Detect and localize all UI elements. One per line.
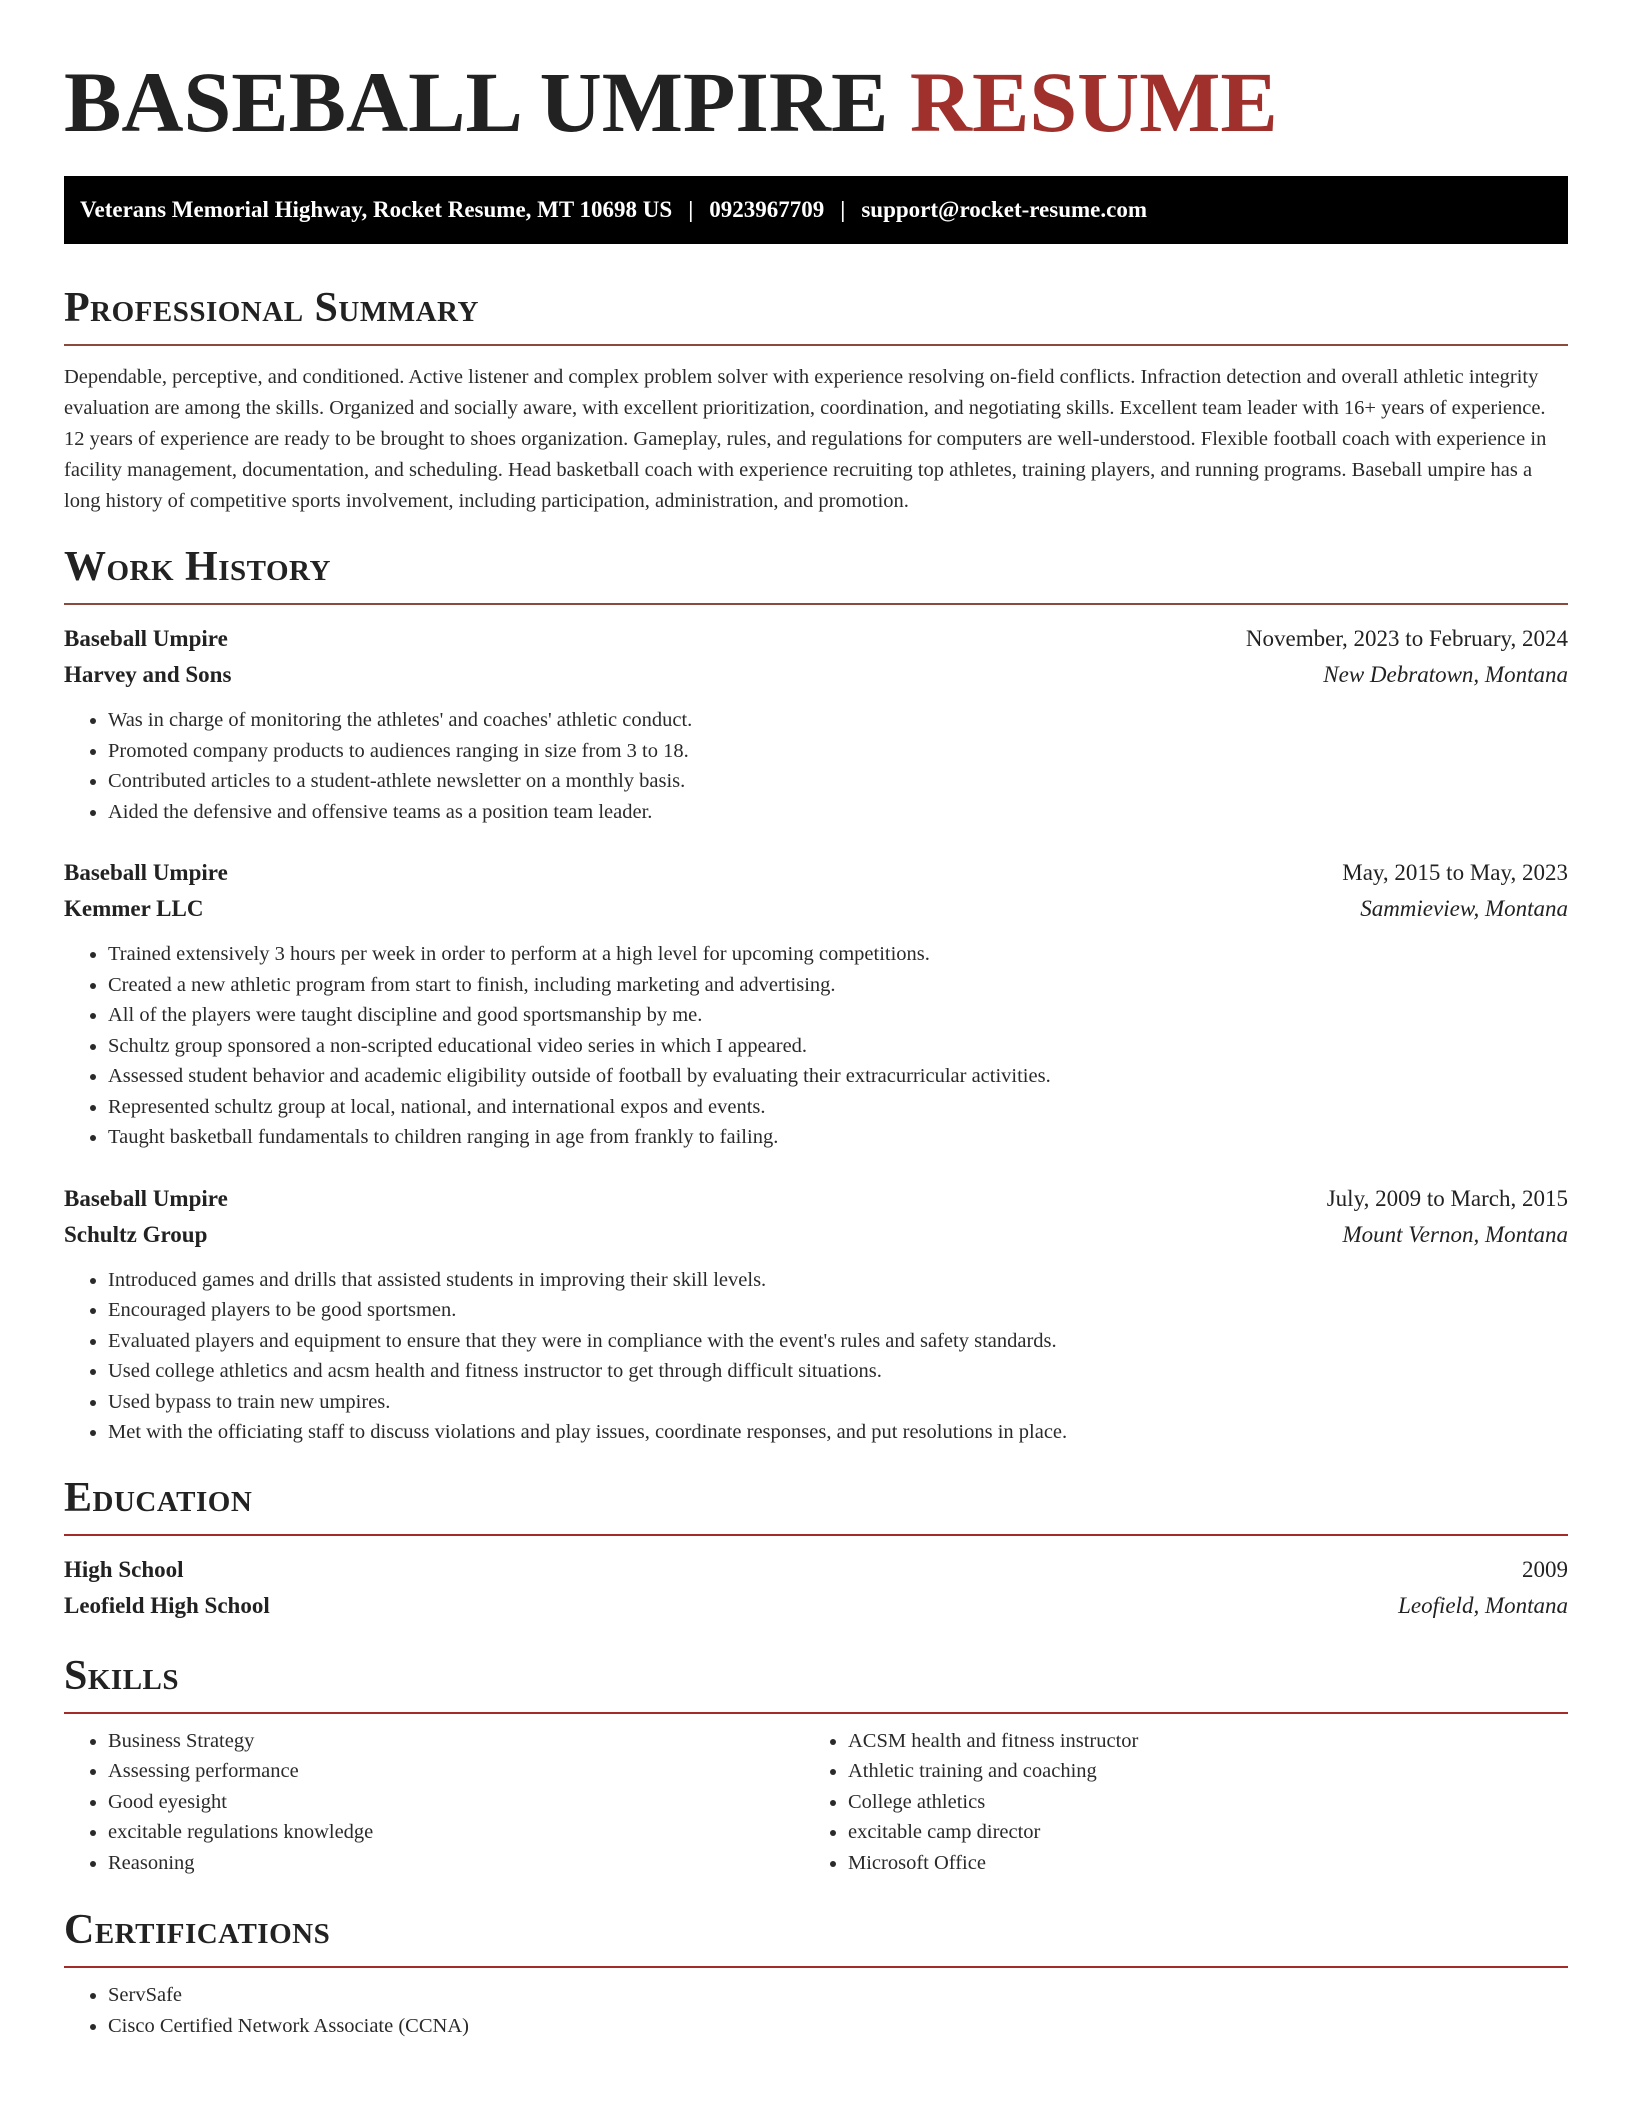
work-history-heading: Work History <box>64 544 331 590</box>
education-school-row <box>64 1588 1568 1624</box>
job-dates: November, 2023 to February, 2024 <box>1245 626 1568 651</box>
certifications-heading: Certifications <box>64 1907 331 1953</box>
list-item: • Microsoft Office <box>848 1848 1544 1879</box>
job-duties-list <box>64 939 1568 1153</box>
list-item: • Business Strategy <box>108 1726 804 1757</box>
title-accent: RESUME <box>909 54 1278 150</box>
section-divider <box>64 344 1568 346</box>
list-item: • Aided the defensive and offensive teams as a position team leader. <box>108 797 1568 828</box>
job-company: Harvey and Sons <box>64 662 232 687</box>
education-year: 2009 <box>1522 1556 1568 1582</box>
section-divider <box>64 1534 1568 1536</box>
job-header-row <box>64 855 1568 891</box>
list-item: • Used college athletics and acsm health and fitness instructor to get through difficult situations. <box>108 1356 1568 1387</box>
list-item: • Schultz group sponsored a non-scripted educational video series in which I appeared. <box>108 1031 1568 1062</box>
job-company: Kemmer LLC <box>64 896 204 921</box>
list-item: • excitable regulations knowledge <box>108 1817 804 1848</box>
list-item: • Was in charge of monitoring the athletes' and coaches' athletic conduct. <box>108 705 1568 736</box>
list-item: • Contributed articles to a student-athlete newsletter on a monthly basis. <box>108 766 1568 797</box>
list-item: • ACSM health and fitness instructor <box>848 1726 1544 1757</box>
resume-title <box>64 0 1568 152</box>
summary-section <box>64 282 1568 517</box>
education-location: Leofield, Montana <box>1398 1592 1568 1618</box>
title-main: BASEBALL UMPIRE <box>64 54 889 150</box>
job-title: Baseball Umpire <box>64 1185 228 1211</box>
education-section <box>64 1472 1568 1624</box>
list-item: • Taught basketball fundamentals to children ranging in age from frankly to failing. <box>108 1122 1568 1153</box>
contact-separator: | <box>840 197 846 222</box>
education-degree: High School <box>64 1556 184 1582</box>
contact-phone: 0923967709 <box>709 197 825 222</box>
education-school: Leofield High School <box>64 1592 270 1618</box>
certifications-section <box>64 1904 1568 2041</box>
list-item: • Used bypass to train new umpires. <box>108 1387 1568 1418</box>
job-header-row <box>64 621 1568 657</box>
job-company-row <box>64 657 1568 693</box>
job-header-row <box>64 1181 1568 1217</box>
job-entry <box>64 621 1568 827</box>
job-company: Schultz Group <box>64 1221 208 1247</box>
list-item: • excitable camp director <box>848 1817 1544 1848</box>
work-history-section <box>64 541 1568 1448</box>
list-item: • Reasoning <box>108 1848 804 1879</box>
skills-heading: Skills <box>64 1652 180 1699</box>
job-company-row <box>64 1217 1568 1253</box>
list-item: • ServSafe <box>108 1980 1568 2011</box>
list-item: • All of the players were taught discipline and good sportsmanship by me. <box>108 1000 1568 1031</box>
contact-address: Veterans Memorial Highway, Rocket Resume, MT 10698 US <box>80 197 673 222</box>
job-duties-list <box>64 1265 1568 1448</box>
job-dates: July, 2009 to March, 2015 <box>1326 1185 1568 1211</box>
list-item: • Evaluated players and equipment to ensure that they were in compliance with the event's rules and safety standards. <box>108 1326 1568 1357</box>
job-location: New Debratown, Montana <box>1323 662 1568 687</box>
list-item: • Represented schultz group at local, national, and international expos and events. <box>108 1092 1568 1123</box>
contact-bar <box>64 176 1568 244</box>
contact-email: support@rocket-resume.com <box>861 197 1147 222</box>
list-item: • Trained extensively 3 hours per week in order to perform at a high level for upcoming competitions. <box>108 939 1568 970</box>
skills-section <box>64 1650 1568 1879</box>
skills-list-right <box>804 1726 1544 1879</box>
job-entry <box>64 1181 1568 1448</box>
education-header-row <box>64 1552 1568 1588</box>
job-dates: May, 2015 to May, 2023 <box>1342 860 1568 885</box>
job-company-row <box>64 891 1568 927</box>
list-item: • Created a new athletic program from start to finish, including marketing and advertising. <box>108 970 1568 1001</box>
job-duties-list <box>64 705 1568 827</box>
list-item: • Assessed student behavior and academic eligibility outside of football by evaluating their extracurricular activities. <box>108 1061 1568 1092</box>
list-item: • Met with the officiating staff to discuss violations and play issues, coordinate responses, and put resolutions in place. <box>108 1417 1568 1448</box>
job-title: Baseball Umpire <box>64 626 228 651</box>
section-divider <box>64 603 1568 605</box>
list-item: • Cisco Certified Network Associate (CCNA) <box>108 2011 1568 2042</box>
list-item: • College athletics <box>848 1787 1544 1818</box>
list-item: • Encouraged players to be good sportsmen. <box>108 1295 1568 1326</box>
job-entry <box>64 855 1568 1153</box>
list-item: • Good eyesight <box>108 1787 804 1818</box>
section-divider <box>64 1966 1568 1968</box>
skills-columns <box>64 1726 1568 1879</box>
section-divider <box>64 1712 1568 1714</box>
certifications-list <box>64 1980 1568 2041</box>
job-location: Sammieview, Montana <box>1360 896 1568 921</box>
contact-separator: | <box>688 197 694 222</box>
education-heading: Education <box>64 1474 253 1521</box>
job-location: Mount Vernon, Montana <box>1342 1221 1568 1247</box>
list-item: • Promoted company products to audiences ranging in size from 3 to 18. <box>108 736 1568 767</box>
job-title: Baseball Umpire <box>64 860 228 885</box>
skills-list-left <box>64 1726 804 1879</box>
summary-text: Dependable, perceptive, and conditioned. Active listener and complex problem solver with experience resolving on-field conflicts. Infraction detection and overall athletic integrity evaluation are among the skills. Organized and socially aware, with excellent prioritization, coordination, and negotiating skills. Excellent team leader with 16+ years of experience. 12 years of experience are ready to be brought to shoes organization. Gameplay, rules, and regulations for computers are well-understood. Flexible football coach with experience in facility management, documentation, and scheduling. Head basketball coach with experience recruiting top athletes, training players, and running programs. Baseball umpire has a long history of competitive sports involvement, including participation, administration, and promotion. <box>64 366 1547 512</box>
list-item: • Introduced games and drills that assisted students in improving their skill levels. <box>108 1265 1568 1296</box>
list-item: • Assessing performance <box>108 1756 804 1787</box>
list-item: • Athletic training and coaching <box>848 1756 1544 1787</box>
education-entry <box>64 1552 1568 1624</box>
summary-heading: Professional Summary <box>64 285 479 331</box>
